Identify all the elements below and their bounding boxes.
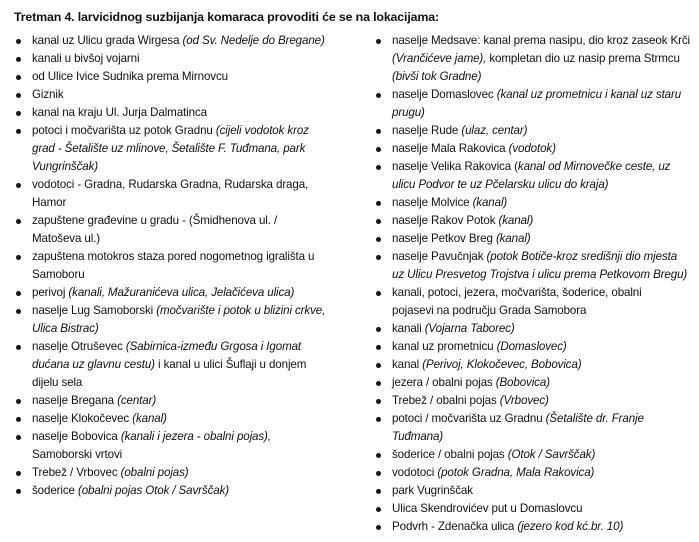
bullet-icon — [376, 381, 381, 386]
location-list-item — [360, 320, 699, 338]
bullet-icon — [16, 183, 21, 188]
location-list-item — [360, 410, 699, 446]
location-list-item — [360, 230, 699, 248]
item-text-line — [32, 86, 355, 104]
location-list-item — [0, 212, 355, 248]
item-detail-italic: (cijeli vodotok kroz — [215, 124, 309, 137]
item-text-line — [392, 446, 699, 464]
bullet-icon — [16, 291, 21, 296]
item-text-line — [392, 500, 699, 518]
location-list-left — [0, 32, 355, 500]
item-text: kanal uz prometnicu — [392, 340, 497, 353]
item-detail-italic: (ulaz, centar) — [461, 124, 528, 137]
location-list-item — [0, 86, 355, 104]
item-detail-italic: (Bobovica) — [495, 376, 550, 389]
bullet-icon — [376, 489, 381, 494]
item-detail-italic: grad - Šetalište uz mlinove, Šetalište F. Tuđmana, park — [32, 142, 306, 155]
item-text: naselje Mala Rakovica — [392, 142, 509, 155]
item-text: kompletan dio uz nasip prema Strmcu — [486, 52, 680, 65]
location-list-item — [360, 194, 699, 212]
item-text: naselje Lug Samoborski — [32, 304, 157, 317]
bullet-icon — [16, 489, 21, 494]
location-list-item — [0, 248, 355, 284]
bullet-icon — [376, 93, 381, 98]
item-detail-italic: (od Sv. Nedelje do Bregane) — [182, 34, 325, 47]
location-list-item — [0, 410, 355, 428]
item-text-line — [32, 284, 355, 302]
item-text-line — [392, 356, 699, 374]
item-text: naselje Klokočevec — [32, 412, 133, 425]
item-text-line — [32, 356, 355, 374]
item-text: dijelu sela — [32, 376, 83, 389]
location-list-item — [360, 482, 699, 500]
item-text: Trebež / obalni pojas — [392, 394, 500, 407]
item-text-line — [32, 482, 355, 500]
item-text-line — [32, 464, 355, 482]
bullet-icon — [16, 219, 21, 224]
item-text-line — [32, 410, 355, 428]
bullet-icon — [16, 417, 21, 422]
item-text-line — [32, 122, 355, 140]
item-detail-italic: Tuđmana) — [392, 430, 444, 443]
item-text-line — [392, 392, 699, 410]
item-detail-italic: (kanal) — [498, 214, 534, 227]
item-text-line — [392, 428, 699, 446]
document-heading: Tretman 4. larvicidnog suzbijanja komaraca provoditi će se na lokacijama: — [14, 10, 439, 24]
item-text-line — [32, 320, 355, 338]
item-text-line — [392, 50, 699, 68]
item-text: Samoborski vrtovi — [32, 448, 123, 461]
item-detail-italic: (močvarište i potok u blizini crkve, — [156, 304, 326, 317]
item-detail-italic: (bivši tok Gradne) — [392, 70, 482, 83]
item-text-line — [392, 32, 699, 50]
bullet-icon — [16, 129, 21, 134]
item-text-line — [32, 176, 355, 194]
item-text: šoderice / obalni pojas — [392, 448, 508, 461]
bullet-icon — [376, 219, 381, 224]
bullet-icon — [16, 309, 21, 314]
item-text-line — [32, 68, 355, 86]
bullet-icon — [376, 453, 381, 458]
bullet-icon — [376, 471, 381, 476]
item-text: naselje Bregana — [32, 394, 118, 407]
item-text-line — [392, 122, 699, 140]
item-text-line — [32, 104, 355, 122]
item-text-line — [392, 176, 699, 194]
item-text: potoci i močvarišta uz potok Gradnu — [32, 124, 216, 137]
location-list-item — [0, 68, 355, 86]
location-list-item — [360, 374, 699, 392]
bullet-icon — [16, 75, 21, 80]
item-text-line — [392, 158, 699, 176]
item-text: vodotoci — [392, 466, 438, 479]
item-detail-italic: (kanali, Mažuranićeva ulica, Jelačićeva ulica) — [68, 286, 295, 299]
item-detail-italic: (Domaslovec) — [496, 340, 567, 353]
location-list-item — [360, 446, 699, 464]
bullet-icon — [16, 471, 21, 476]
item-detail-italic: (Vojarna Taborec) — [424, 322, 515, 335]
item-text: naselje Velika Rakovica ( — [392, 160, 518, 173]
item-text: Hamor — [32, 196, 67, 209]
location-list-item — [0, 104, 355, 122]
item-text: perivoj — [32, 286, 69, 299]
location-list-item — [360, 32, 699, 86]
item-text: od Ulice Ivice Sudnika prema Mirnovcu — [32, 70, 228, 83]
item-detail-italic: (kanal) — [495, 232, 531, 245]
bullet-icon — [376, 399, 381, 404]
item-text-line — [392, 266, 699, 284]
location-list-item — [360, 122, 699, 140]
bullet-icon — [16, 93, 21, 98]
item-text: naselje Medsave: kanal prema nasipu, dio kroz zaseok Krči — [392, 34, 690, 47]
item-text-line — [392, 302, 699, 320]
item-detail-italic: (kanal) — [472, 196, 508, 209]
location-list-item — [360, 158, 699, 194]
bullet-icon — [376, 255, 381, 260]
item-text-line — [32, 230, 355, 248]
item-text: naselje Bobovica — [32, 430, 121, 443]
item-text-line — [32, 158, 355, 176]
item-text: kanal — [392, 358, 423, 371]
bullet-icon — [16, 57, 21, 62]
item-text-line — [32, 212, 355, 230]
bullet-icon — [376, 327, 381, 332]
item-text-line — [32, 392, 355, 410]
item-text-line — [392, 248, 699, 266]
location-list-item — [360, 86, 699, 122]
item-text: Podvrh - Zdenačka ulica — [392, 520, 518, 533]
item-text: šoderice — [32, 484, 78, 497]
location-list-item — [360, 140, 699, 158]
location-list-item — [0, 464, 355, 482]
location-list-item — [0, 392, 355, 410]
location-list-item — [0, 50, 355, 68]
item-detail-italic: (Vrančićeve jame), — [392, 52, 487, 65]
bullet-icon — [376, 129, 381, 134]
bullet-icon — [376, 525, 381, 530]
item-detail-italic: (obalni pojas) — [120, 466, 189, 479]
bullet-icon — [16, 435, 21, 440]
item-detail-italic: (Sabirnica-između Grgosa i Igomat — [125, 340, 302, 353]
item-text-line — [32, 32, 355, 50]
location-list-item — [360, 500, 699, 518]
bullet-icon — [16, 255, 21, 260]
item-text-line — [392, 518, 699, 536]
item-text-line — [392, 140, 699, 158]
location-list-right — [360, 32, 699, 536]
item-text-line — [32, 248, 355, 266]
item-detail-italic: (Šetalište dr. Franje — [545, 412, 644, 425]
bullet-icon — [16, 39, 21, 44]
item-text-line — [32, 428, 355, 446]
item-text-line — [32, 374, 355, 392]
item-detail-italic: (Otok / Savrščak) — [507, 448, 596, 461]
item-text: Samoboru — [32, 268, 85, 281]
item-detail-italic: (vodotok) — [508, 142, 556, 155]
item-detail-italic: (potok Botiče-kroz središnji dio mjesta — [486, 250, 678, 263]
bullet-icon — [16, 345, 21, 350]
item-text-line — [392, 338, 699, 356]
bullet-icon — [16, 111, 21, 116]
item-text-line — [32, 50, 355, 68]
item-text: naselje Pavučnjak — [392, 250, 487, 263]
item-text: naselje Molvice — [392, 196, 473, 209]
location-list-item — [0, 482, 355, 500]
item-text: naselje Petkov Breg — [392, 232, 496, 245]
location-list-item — [0, 428, 355, 464]
location-list-item — [360, 284, 699, 320]
item-text-line — [392, 482, 699, 500]
location-list-item — [360, 356, 699, 374]
item-text-line — [32, 266, 355, 284]
item-text: Trebež / Vrbovec — [32, 466, 121, 479]
item-detail-italic: (centar) — [117, 394, 157, 407]
item-text: naselje Domaslovec — [392, 88, 497, 101]
item-detail-italic: dućana uz glavnu cestu) — [32, 358, 155, 371]
item-detail-italic: Vungrinščak) — [32, 160, 99, 173]
bullet-icon — [376, 39, 381, 44]
location-list-item — [0, 176, 355, 212]
item-text: kanal uz Ulicu grada Wirgesa — [32, 34, 183, 47]
item-text: pojasevi na području Grada Samobora — [392, 304, 587, 317]
item-detail-italic: Ulica Bistrac) — [32, 322, 99, 335]
item-text: naselje Rude — [392, 124, 462, 137]
bullet-icon — [376, 165, 381, 170]
bullet-icon — [376, 291, 381, 296]
item-text-line — [392, 464, 699, 482]
item-detail-italic: ulicu Podvor te uz Pčelarsku ulicu do kraja) — [392, 178, 609, 191]
item-detail-italic: (Vrbovec) — [499, 394, 549, 407]
item-text: potoci / močvarišta uz Gradnu — [392, 412, 546, 425]
item-text: zapuštene građevine u gradu - (Šmidhenova ul. / — [32, 214, 278, 227]
item-text-line — [32, 302, 355, 320]
bullet-icon — [376, 147, 381, 152]
location-list-item — [360, 464, 699, 482]
item-text: Ulica Skendrovićev put u Domaslovcu — [392, 502, 583, 515]
bullet-icon — [376, 363, 381, 368]
location-list-item — [0, 122, 355, 176]
item-detail-italic: (kanali i jezera - obalni pojas), — [120, 430, 271, 443]
item-text-line — [32, 338, 355, 356]
item-detail-italic: (kanal uz prometnicu i kanal uz staru — [496, 88, 682, 101]
item-text: kanal na kraju Ul. Jurja Dalmatinca — [32, 106, 207, 119]
item-text: kanali, potoci, jezera, močvarišta, šoderice, obalni — [392, 286, 642, 299]
item-text-line — [32, 194, 355, 212]
item-text-line — [392, 410, 699, 428]
item-text: kanali — [392, 322, 425, 335]
bullet-icon — [16, 399, 21, 404]
item-text: Matoševa ul.) — [32, 232, 101, 245]
item-text: zapuštena motokros staza pored nogometnog igrališta u — [32, 250, 315, 263]
item-detail-italic: uz Ulicu Presvetog Trojstva i ulicu prema Petkovom Bregu) — [392, 268, 688, 281]
item-text-line — [32, 446, 355, 464]
item-text-line — [392, 68, 699, 86]
location-list-item — [0, 302, 355, 338]
item-detail-italic: (jezero kod kć.br. 10) — [517, 520, 624, 533]
bullet-icon — [376, 237, 381, 242]
bullet-icon — [376, 201, 381, 206]
location-list-item — [360, 248, 699, 284]
item-text-line — [32, 140, 355, 158]
item-text: naselje Rakov Potok — [392, 214, 499, 227]
location-list-item — [360, 518, 699, 536]
bullet-icon — [376, 345, 381, 350]
location-list-item — [0, 32, 355, 50]
item-detail-italic: (kanal) — [132, 412, 167, 425]
item-detail-italic: (Perivoj, Klokočevec, Bobovica) — [422, 358, 582, 371]
item-text-line — [392, 374, 699, 392]
bullet-icon — [376, 507, 381, 512]
location-list-item — [0, 284, 355, 302]
location-list-item — [360, 212, 699, 230]
item-text: i kanal u ulici Šuflaji u donjem — [154, 358, 307, 371]
item-text-line — [392, 230, 699, 248]
location-list-item — [360, 338, 699, 356]
location-list-item — [0, 338, 355, 392]
item-text-line — [392, 212, 699, 230]
location-list-item — [360, 392, 699, 410]
item-text-line — [392, 104, 699, 122]
item-detail-italic: prugu) — [392, 106, 425, 119]
item-text: Giznik — [32, 88, 64, 101]
item-text-line — [392, 320, 699, 338]
item-text: kanali u bivšoj vojarni — [32, 52, 140, 65]
item-text: park Vugrinščak — [392, 484, 473, 497]
item-text-line — [392, 284, 699, 302]
bullet-icon — [376, 417, 381, 422]
item-detail-italic: (obalni pojas Otok / Savrščak) — [77, 484, 230, 497]
item-text: vodotoci - Gradna, Rudarska Gradna, Rudarska draga, — [32, 178, 309, 191]
item-text-line — [392, 194, 699, 212]
item-detail-italic: kanal od Mirnovečke ceste, uz — [517, 160, 671, 173]
item-text: naselje Otruševec — [32, 340, 126, 353]
item-detail-italic: (potok Gradna, Mala Rakovica) — [437, 466, 595, 479]
item-text-line — [392, 86, 699, 104]
item-text: jezera / obalni pojas — [392, 376, 496, 389]
